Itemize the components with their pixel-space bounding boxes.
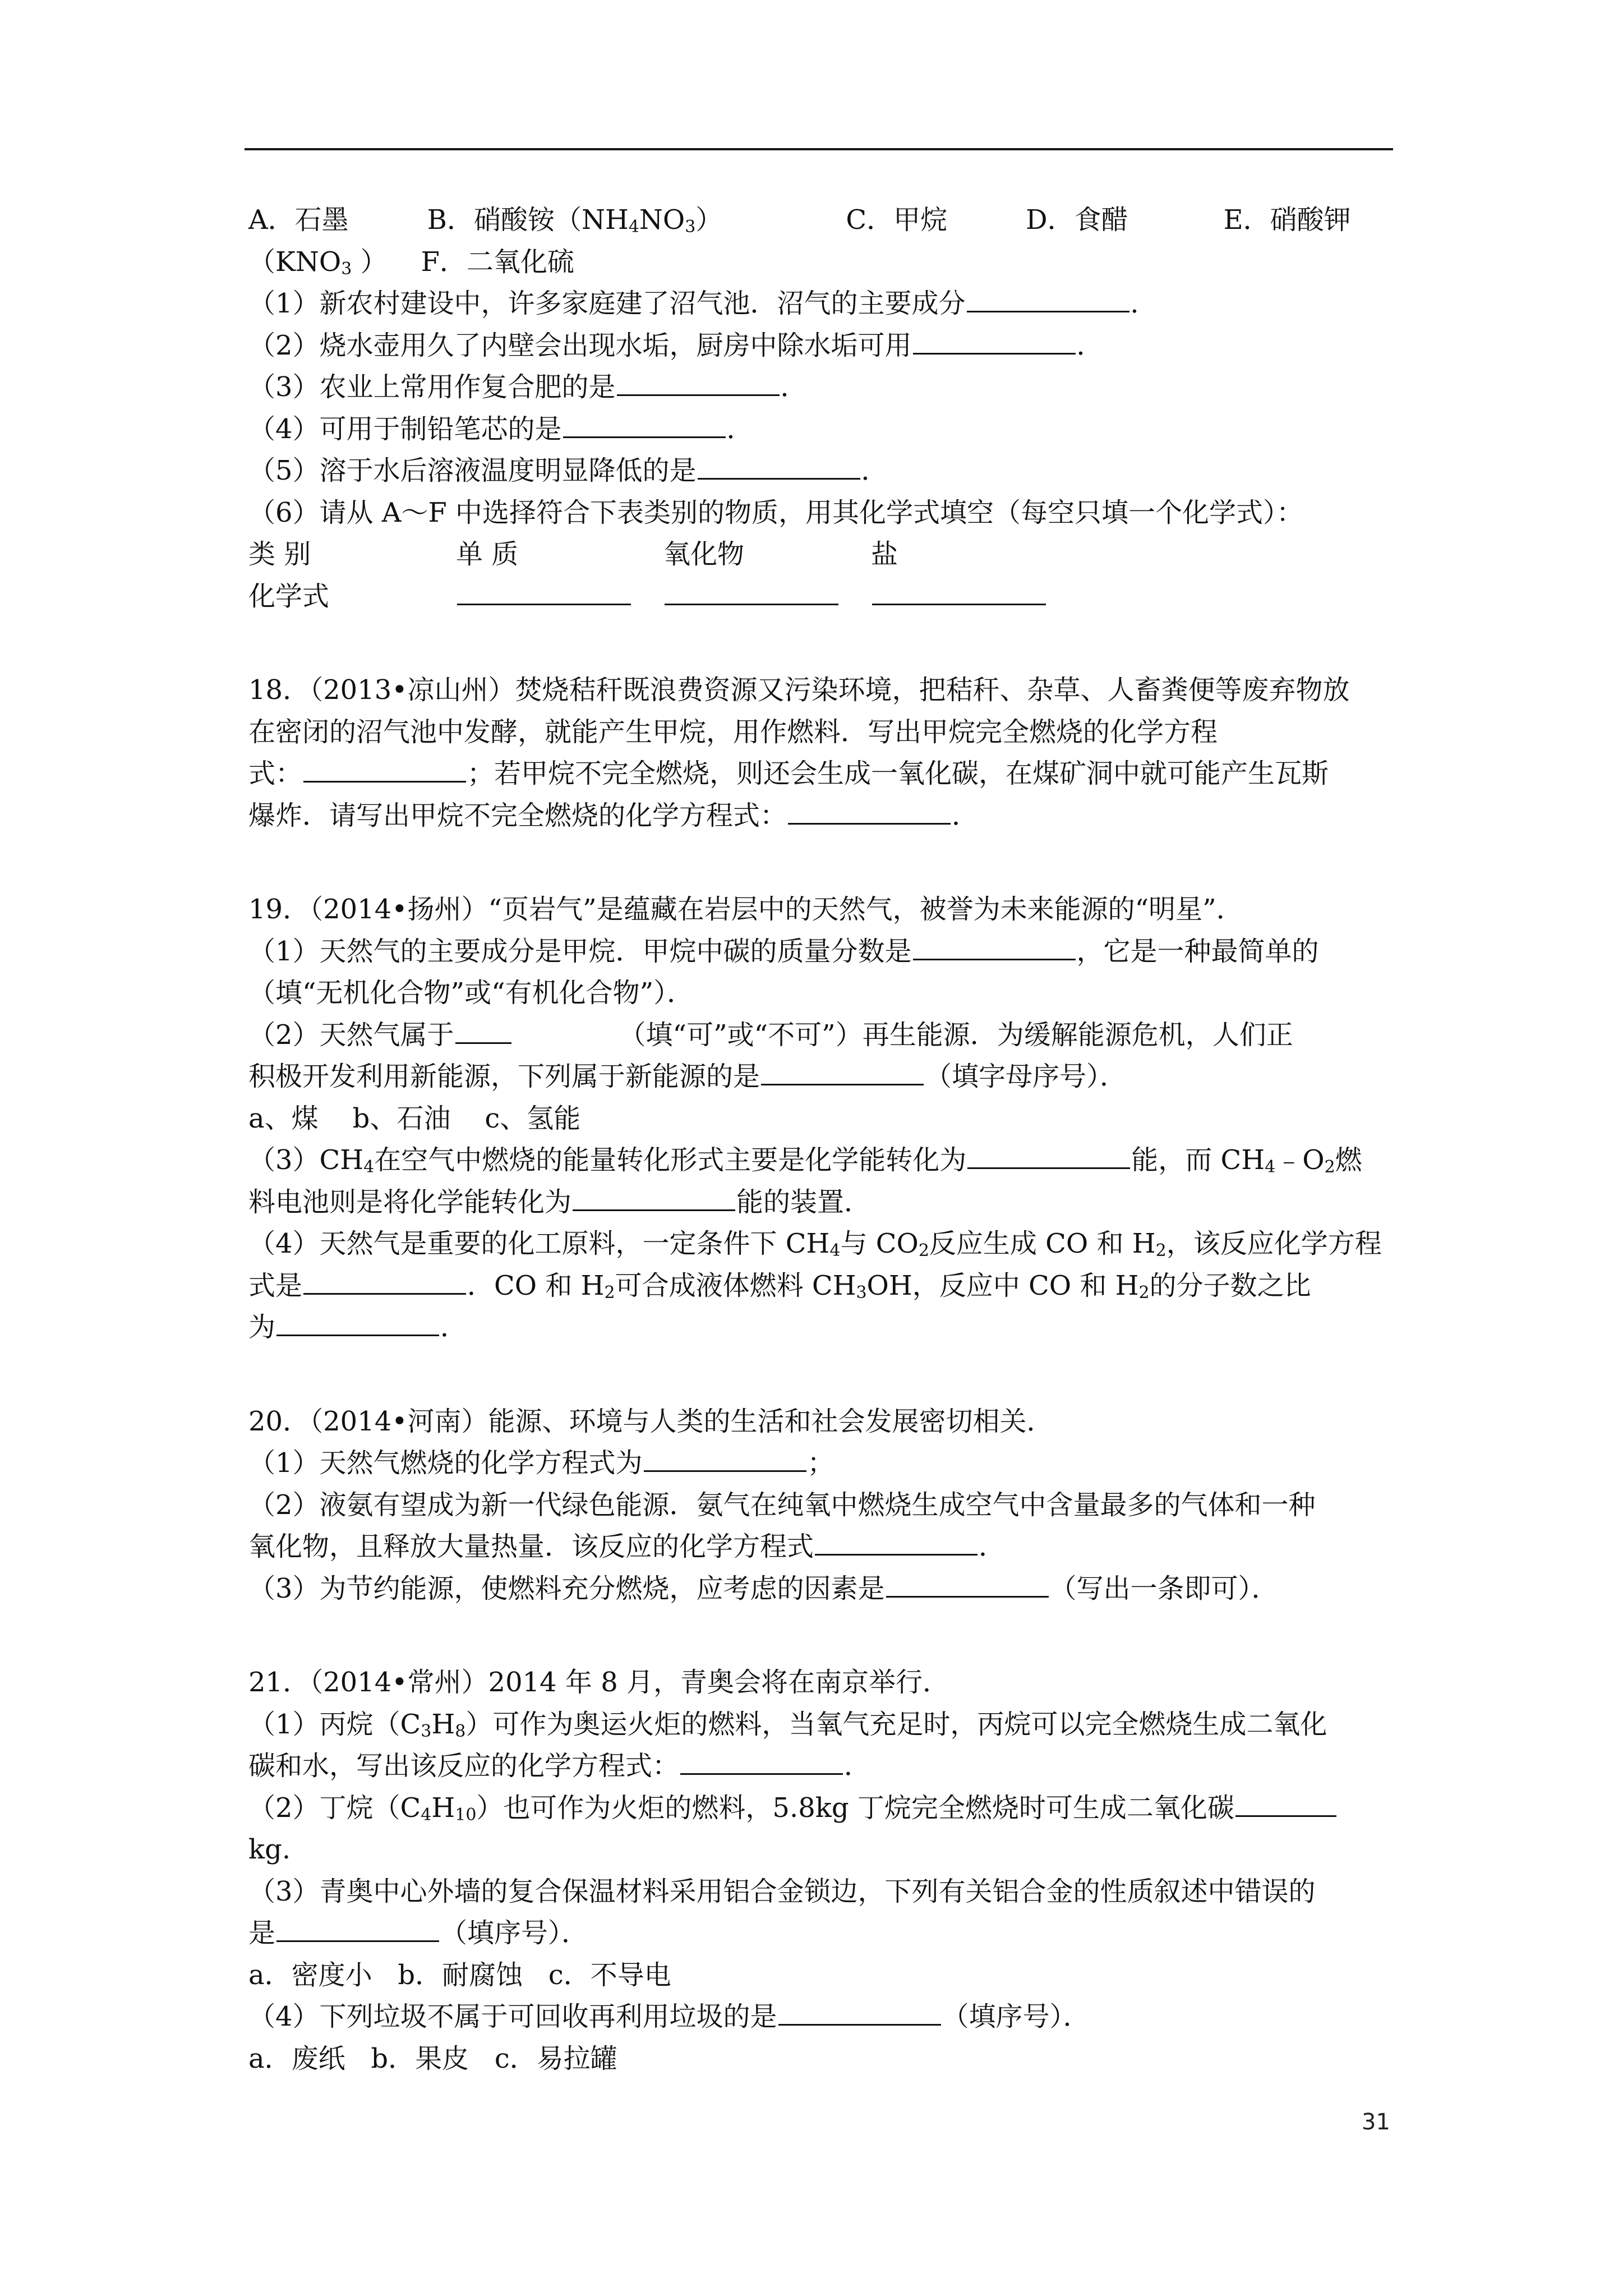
q20-line4 (248, 1526, 1393, 1568)
subscript: 2 (1138, 1282, 1150, 1303)
q17-part5 (248, 450, 1393, 492)
option-c: C．甲烷 (846, 204, 948, 236)
question-text: ）可作为奥运火炬的燃料，当氧气充足时，丙烷可以完全燃烧生成二氧化 (465, 1708, 1327, 1740)
subscript: 4 (829, 1241, 841, 1260)
table-header-category: 类 别 (248, 539, 311, 570)
table-row-label: 化学式 (248, 580, 330, 612)
option-e-close: ） (352, 246, 388, 278)
subscript: 8 (455, 1721, 466, 1741)
question-text: 18．（2013•凉山州）焚烧秸秆既浪费资源又污染环境，把秸秆、杂草、人畜粪便等废弃物放 (248, 674, 1350, 706)
q18-line4 (248, 795, 1393, 837)
option-f: F．二氧化硫 (421, 246, 574, 278)
question-text: 能的装置． (736, 1186, 872, 1218)
answer-blank[interactable] (913, 931, 1076, 960)
answer-blank[interactable] (1235, 1787, 1336, 1817)
subscript: 2 (604, 1282, 615, 1303)
answer-blank[interactable] (788, 795, 951, 825)
answer-blank[interactable] (680, 1745, 843, 1775)
subscript: 4 (628, 217, 639, 237)
q21-line8 (248, 1954, 1393, 1996)
answer-blank[interactable] (276, 1306, 439, 1336)
punct: ． (979, 1531, 1006, 1562)
question-text: 与 CO (840, 1228, 919, 1259)
choice-list: a．密度小 b．耐腐蚀 c．不导电 (248, 1959, 671, 1991)
q21-line5 (248, 1829, 1393, 1871)
answer-blank-element[interactable] (457, 576, 631, 605)
answer-blank[interactable] (967, 283, 1129, 312)
question-text: OH，反应中 CO 和 H (866, 1269, 1139, 1301)
punct: ； (807, 1447, 834, 1479)
question-text: （1）新农村建设中，许多家庭建了沼气池．沼气的主要成分 (248, 288, 966, 319)
q17-table-header (248, 533, 1393, 576)
punct: ． (440, 1312, 468, 1343)
question-text: （1）丙烷（C (248, 1708, 421, 1740)
punct: ． (1130, 288, 1158, 319)
question-text: （填字母序号）． (925, 1061, 1127, 1092)
punct: ． (844, 1750, 872, 1782)
question-text: 21．（2014•常州）2014 年 8 月，青奥会将在南京举行． (248, 1667, 950, 1698)
question-text: （3）农业上常用作复合肥的是 (248, 371, 616, 403)
answer-blank[interactable] (303, 1265, 466, 1295)
subscript: 3 (421, 1721, 432, 1741)
q18-line1 (248, 669, 1393, 711)
unit-text: kg. (248, 1834, 291, 1865)
answer-blank[interactable] (644, 1442, 806, 1472)
q21-line7 (248, 1912, 1393, 1954)
table-header-salt: 盐 (871, 539, 898, 570)
choice-list: a、煤 b、石油 c、氢能 (248, 1102, 581, 1134)
subscript: 10 (455, 1805, 477, 1825)
question-text: 式： (248, 758, 303, 789)
q20-line3 (248, 1484, 1393, 1526)
question-text: （填“可”或“不可”）再生能源．为缓解能源危机，人们正 (619, 1019, 1293, 1051)
q19-line9 (248, 1223, 1393, 1265)
answer-blank-salt[interactable] (872, 576, 1046, 605)
answer-blank-oxide[interactable] (665, 576, 838, 605)
table-header-element: 单 质 (456, 539, 519, 570)
question-text: 积极开发利用新能源，下列属于新能源的是 (248, 1061, 760, 1092)
subscript: 2 (918, 1241, 929, 1260)
subscript: 2 (1324, 1157, 1335, 1177)
question-text: 在空气中燃烧的能量转化形式主要是化学能转化为 (374, 1144, 967, 1176)
punct: ． (952, 799, 979, 831)
question-text: （6）请从 A～F 中选择符合下表类别的物质，用其化学式填空（每空只填一个化学式）： (248, 496, 1304, 528)
question-text: ，它是一种最简单的 (1076, 935, 1319, 967)
q19-line2 (248, 931, 1393, 973)
punct: ． (780, 371, 808, 403)
question-text: （2）天然气属于 (248, 1019, 454, 1051)
choice-list: a．废纸 b．果皮 c．易拉罐 (248, 2042, 617, 2074)
question-text: 能，而 CH (1131, 1144, 1265, 1176)
subscript: 2 (1155, 1241, 1166, 1260)
question-text: 19．（2014•扬州）“页岩气”是蕴藏在岩层中的天然气，被誉为未来能源的“明星”． (248, 894, 1243, 925)
question-text: 为 (248, 1312, 276, 1343)
answer-blank[interactable] (815, 1526, 978, 1556)
q17-part1 (248, 283, 1393, 325)
question-text: （2）烧水壶用久了内壁会出现水垢，厨房中除水垢可用 (248, 329, 912, 361)
punct: ． (1076, 329, 1104, 361)
question-text: （2）液氨有望成为新一代绿色能源．氨气在纯氧中燃烧生成空气中含量最多的气体和一种 (248, 1489, 1316, 1521)
question-text: 可合成液体燃料 CH (615, 1269, 856, 1301)
answer-blank[interactable] (455, 1014, 511, 1044)
punct: ． (861, 455, 888, 486)
answer-blank[interactable] (303, 753, 466, 783)
option-b: B．硝酸铵（NH (427, 204, 629, 236)
subscript: 4 (1265, 1157, 1276, 1177)
option-e-formula: （KNO (248, 246, 342, 278)
question-text: （1）天然气燃烧的化学方程式为 (248, 1447, 643, 1479)
subscript: 4 (421, 1805, 432, 1825)
question-text: （4）天然气是重要的化工原料，一定条件下 CH (248, 1228, 830, 1259)
question-text: 是 (248, 1917, 276, 1949)
question-text: （2）丁烷（C (248, 1792, 421, 1824)
q21-line6 (248, 1871, 1393, 1913)
subscript: 4 (363, 1157, 375, 1177)
question-text: （4）可用于制铅笔芯的是 (248, 413, 562, 445)
q17-options-line1 (248, 199, 1393, 241)
q18-line3 (248, 753, 1393, 795)
q21-line2 (248, 1704, 1393, 1746)
answer-blank[interactable] (886, 1568, 1049, 1598)
q19-line6 (248, 1098, 1393, 1140)
punct: ． (726, 413, 754, 445)
question-text: 氧化物，且释放大量热量．该反应的化学方程式 (248, 1531, 814, 1562)
q17-part4 (248, 408, 1393, 450)
option-b-close: ） (695, 204, 723, 236)
question-text: （1）天然气的主要成分是甲烷．甲烷中碳的质量分数是 (248, 935, 912, 967)
q20-line5 (248, 1568, 1393, 1610)
question-text: （3）为节约能源，使燃料充分燃烧，应考虑的因素是 (248, 1572, 885, 1604)
table-header-oxide: 氧化物 (663, 539, 745, 570)
page-number: 31 (1362, 2109, 1390, 2135)
q19-line10 (248, 1265, 1393, 1307)
answer-blank[interactable] (778, 1996, 941, 2026)
q19-line1 (248, 889, 1393, 931)
question-text: 料电池则是将化学能转化为 (248, 1186, 572, 1218)
q19-line7 (248, 1139, 1393, 1181)
question-text: （写出一条即可）． (1049, 1572, 1279, 1604)
question-text: （填序号）． (942, 2001, 1090, 2032)
answer-blank[interactable] (913, 325, 1076, 355)
question-text: （3）青奥中心外墙的复合保温材料采用铝合金锁边，下列有关铝合金的性质叙述中错误的 (248, 1875, 1316, 1907)
subscript: 3 (341, 259, 352, 279)
question-text: 式是 (248, 1269, 303, 1301)
q17-table-row (248, 576, 1393, 618)
q19-line5 (248, 1056, 1393, 1098)
question-text: （填序号）． (440, 1917, 589, 1949)
document-body (248, 199, 1393, 2079)
question-text: H (431, 1792, 455, 1824)
answer-blank[interactable] (563, 408, 726, 438)
q17-part6 (248, 492, 1393, 534)
question-text: 反应生成 CO 和 H (929, 1228, 1156, 1259)
question-text: ．CO 和 H (467, 1269, 605, 1301)
question-text: 碳和水，写出该反应的化学方程式： (248, 1750, 680, 1782)
question-text: ；若甲烷不完全燃烧，则还会生成一氧化碳，在煤矿洞中就可能产生瓦斯 (467, 758, 1329, 789)
question-text: （5）溶于水后溶液温度明显降低的是 (248, 455, 697, 486)
q20-line2 (248, 1442, 1393, 1484)
q19-line4 (248, 1014, 1393, 1056)
q21-line1 (248, 1662, 1393, 1704)
q17-part2 (248, 325, 1393, 367)
q21-line9 (248, 1996, 1393, 2038)
q19-line3 (248, 972, 1393, 1014)
subscript: 3 (685, 217, 696, 237)
answer-blank[interactable] (761, 1056, 924, 1085)
option-e: E．硝酸钾 (1223, 204, 1351, 236)
q17-part3 (248, 366, 1393, 408)
header-rule (245, 148, 1393, 150)
question-text: ，该反应化学方程 (1166, 1228, 1382, 1259)
question-text: （4）下列垃圾不属于可回收再利用垃圾的是 (248, 2001, 777, 2032)
q18-line2 (248, 711, 1393, 753)
question-text: H (431, 1708, 455, 1740)
question-text: ）也可作为火炬的燃料，5.8kg 丁烷完全燃烧时可生成二氧化碳 (476, 1792, 1234, 1824)
q21-line4 (248, 1787, 1393, 1829)
answer-blank[interactable] (698, 450, 860, 480)
question-text: 20．（2014•河南）能源、环境与人类的生活和社会发展密切相关． (248, 1405, 1054, 1437)
option-b-cont: NO (639, 204, 685, 236)
question-text: （3）CH (248, 1144, 364, 1176)
question-text: 爆炸．请写出甲烷不完全燃烧的化学方程式： (248, 799, 787, 831)
q19-line11 (248, 1306, 1393, 1349)
q19-line8 (248, 1181, 1393, 1223)
question-text: 的分子数之比 (1149, 1269, 1311, 1301)
answer-blank[interactable] (617, 366, 780, 396)
question-text: （填“无机化合物”或“有机化合物”）． (248, 977, 694, 1009)
option-d: D．食醋 (1026, 204, 1128, 236)
q17-options-line2 (248, 241, 1393, 283)
answer-blank[interactable] (967, 1139, 1130, 1169)
q21-line10 (248, 2038, 1393, 2080)
question-text: ﹣O (1275, 1144, 1325, 1176)
q20-line1 (248, 1401, 1393, 1443)
answer-blank[interactable] (276, 1912, 439, 1942)
option-a: A．石墨 (248, 204, 349, 236)
question-text: 在密闭的沼气池中发酵，就能产生甲烷，用作燃料．写出甲烷完全燃烧的化学方程 (248, 716, 1218, 748)
q21-line3 (248, 1745, 1393, 1787)
answer-blank[interactable] (573, 1181, 735, 1211)
question-text: 燃 (1335, 1144, 1362, 1176)
subscript: 3 (856, 1282, 867, 1303)
